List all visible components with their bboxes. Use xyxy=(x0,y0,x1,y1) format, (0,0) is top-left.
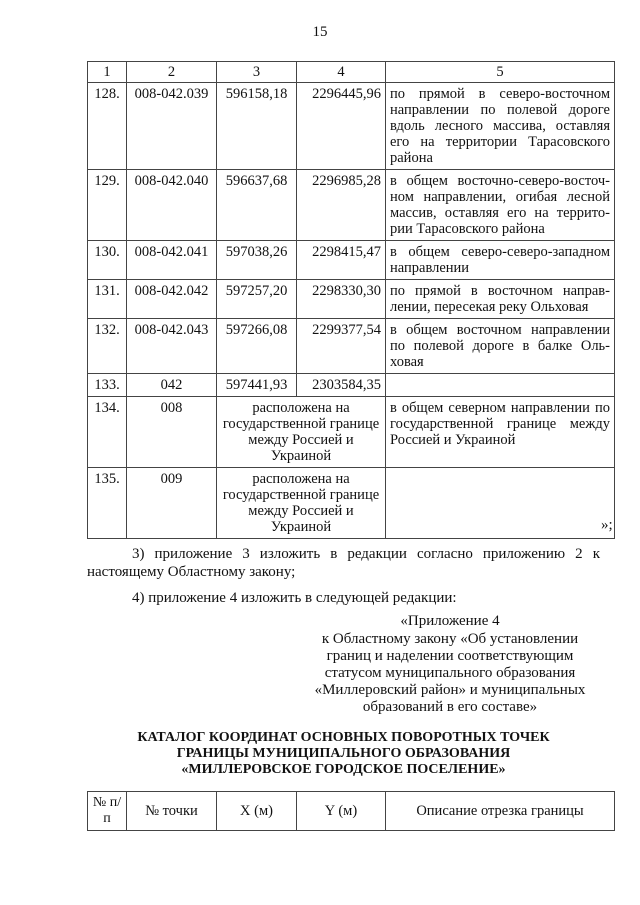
table-row xyxy=(88,280,615,319)
row-number: 134. xyxy=(88,397,127,468)
table-row xyxy=(88,170,615,241)
x-coordinate: 596637,68 xyxy=(217,170,297,241)
table-row xyxy=(88,397,615,468)
appendix-title: «Приложение 4 xyxy=(400,613,500,629)
x-coordinate: 597266,08 xyxy=(217,319,297,374)
point-id: 008-042.039 xyxy=(127,83,217,170)
table-row xyxy=(88,241,615,280)
table-row xyxy=(88,468,615,539)
paragraph-appendix-4: 4) приложение 4 изложить в следующей редакции: xyxy=(132,590,457,606)
catalog-title-line: КАТАЛОГ КООРДИНАТ ОСНОВНЫХ ПОВОРОТНЫХ ТОЧЕК xyxy=(137,730,550,745)
table-row xyxy=(88,374,615,397)
coordinates-table xyxy=(87,61,615,539)
y-coordinate: 2299377,54 xyxy=(297,319,386,374)
row-number: 131. xyxy=(88,280,127,319)
catalog-title-line: «МИЛЛЕРОВСКОЕ ГОРОДСКОЕ ПОСЕЛЕНИЕ» xyxy=(181,762,506,777)
segment-description: по прямой в северо-восточном направлении по полевой дороге вдоль лесного массива, оставляя его на территории Тарасовского района xyxy=(386,83,615,170)
segment-description: в общем восточном направлении по полевой дороге в балке Оль-ховая xyxy=(386,319,615,374)
header-cell: 1 xyxy=(88,62,127,83)
catalog-title-line: ГРАНИЦЫ МУНИЦИПАЛЬНОГО ОБРАЗОВАНИЯ xyxy=(176,746,511,761)
header-point: № точки xyxy=(127,792,217,831)
segment-description: по прямой в восточном направ-лении, пересекая реку Ольховая xyxy=(386,280,615,319)
segment-description: в общем восточно-северо-восточ-ном направлении, огибая лесной массив, оставляя его на террито-рии Тарасовского района xyxy=(386,170,615,241)
row-number: 132. xyxy=(88,319,127,374)
y-coordinate: 2298330,30 xyxy=(297,280,386,319)
table-header-row xyxy=(88,62,615,83)
catalog-title xyxy=(87,730,600,778)
x-coordinate: 596158,18 xyxy=(217,83,297,170)
y-coordinate: 2296985,28 xyxy=(297,170,386,241)
table-header-row xyxy=(88,792,615,831)
paragraph-appendix-3: 3) приложение 3 изложить в редакции согласно приложению 2 к настоящему Областному закону; xyxy=(87,546,600,580)
y-coordinate: 2296445,96 xyxy=(297,83,386,170)
border-location-cell: расположена на государственной границе между Россией и Украиной xyxy=(217,468,386,539)
segment-description: в общем северо-северо-западном направлении xyxy=(386,241,615,280)
header-x: X (м) xyxy=(217,792,297,831)
header-description: Описание отрезка границы xyxy=(386,792,615,831)
x-coordinate: 597038,26 xyxy=(217,241,297,280)
row-number: 130. xyxy=(88,241,127,280)
point-id: 008-042.043 xyxy=(127,319,217,374)
header-cell: 4 xyxy=(297,62,386,83)
table-row xyxy=(88,83,615,170)
point-id: 042 xyxy=(127,374,217,397)
row-number: 135. xyxy=(88,468,127,539)
segment-description: в общем северном направлении по государственной границе между Россией и Украиной xyxy=(386,397,615,468)
catalog-table-header xyxy=(87,791,615,831)
appendix-reference: к Областному закону «Об установлении границ и наделении соответствующим статусом муниципального образования «Миллеровский район» и муниципальных образований в его составе» xyxy=(314,631,586,715)
x-coordinate: 597441,93 xyxy=(217,374,297,397)
segment-description xyxy=(386,468,615,539)
point-id: 008-042.040 xyxy=(127,170,217,241)
header-cell: 2 xyxy=(127,62,217,83)
segment-description xyxy=(386,374,615,397)
row-number: 133. xyxy=(88,374,127,397)
point-id: 008-042.042 xyxy=(127,280,217,319)
y-coordinate: 2298415,47 xyxy=(297,241,386,280)
page-number: 15 xyxy=(312,24,328,40)
header-num-label: № п/п xyxy=(92,795,122,826)
closing-quote-mark: »; xyxy=(601,517,613,533)
table-row xyxy=(88,319,615,374)
point-id: 008-042.041 xyxy=(127,241,217,280)
x-coordinate: 597257,20 xyxy=(217,280,297,319)
header-cell: 3 xyxy=(217,62,297,83)
header-num xyxy=(88,792,127,831)
row-number: 129. xyxy=(88,170,127,241)
header-y: Y (м) xyxy=(297,792,386,831)
row-number: 128. xyxy=(88,83,127,170)
point-id: 008 xyxy=(127,397,217,468)
border-location-cell: расположена на государственной границе между Россией и Украиной xyxy=(217,397,386,468)
header-cell: 5 xyxy=(386,62,615,83)
y-coordinate: 2303584,35 xyxy=(297,374,386,397)
point-id: 009 xyxy=(127,468,217,539)
